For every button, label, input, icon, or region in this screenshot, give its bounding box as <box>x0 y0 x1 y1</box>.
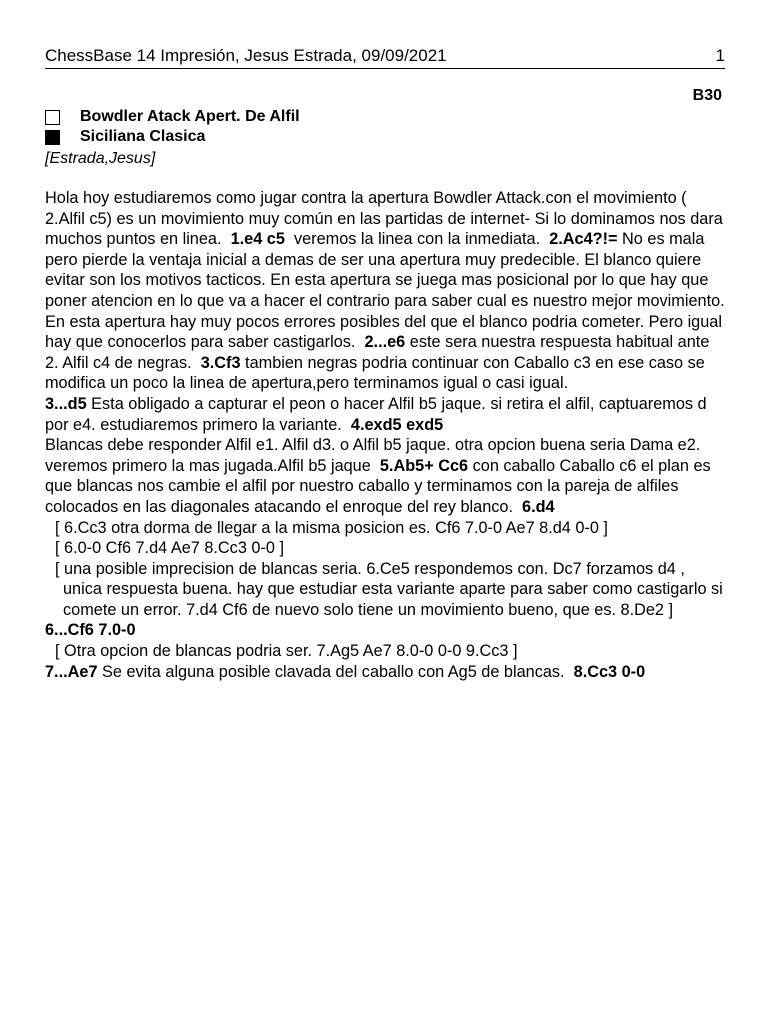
move: 6.d4 <box>522 497 555 516</box>
move-line <box>45 662 725 683</box>
move-line <box>45 620 725 641</box>
white-square-icon <box>45 110 60 125</box>
move: 3.Cf3 <box>200 353 241 372</box>
players-block <box>45 107 300 147</box>
black-player-name: Siciliana Clasica <box>80 128 206 145</box>
page-number: 1 <box>715 46 725 65</box>
comment: con caballo Caballo c6 el plan es que blancas nos cambie el alfil por nuestro caballo y terminamos con la pareja de alfiles colocados en las diagonales atacando el enroque del rey blanco. <box>45 456 711 516</box>
variation: [ Otra opcion de blancas podria ser. 7.Ag5 Ae7 8.0-0 0-0 9.Cc3 ] <box>55 642 518 661</box>
variation: [ una posible imprecision de blancas seria. 6.Ce5 respondemos con. Dc7 forzamos d4 , unica respuesta buena. hay que estudiar esta variante aparte para saber como castigarlo si comete un error. 7.d4 Cf6 de nuevo solo tiene un movimiento bueno, que es. 8.De2 ] <box>55 559 723 619</box>
comment: veremos la linea con la inmediata. <box>293 230 541 249</box>
black-square-icon <box>45 130 60 145</box>
move: 4.exd5 exd5 <box>350 415 444 434</box>
white-player-name: Bowdler Atack Apert. De Alfil <box>80 108 300 125</box>
main-paragraph <box>45 188 725 518</box>
intro-text: Hola hoy estudiaremos como jugar contra la apertura Bowdler Attack.con el movimiento ( 2.Alfil c5) es un movimiento muy común en las partidas de internet- Si lo dominamos nos dara muchos puntos en linea. <box>45 189 723 249</box>
comment: No es mala pero pierde la ventaja inicial a demas de ser una apertura muy predecible. El blanco quiere evitar son los motivos tacticos. En esta apertura se juega mas posicional por lo que hay que poner atencion en lo que va a hacer el contrario para saber cual es nuestro mejor movimiento. En esta apertura hay muy pocos errores posibles del que el blanco podria cometer. Pero igual hay que conocerlos para saber castigarlos. <box>45 230 725 352</box>
eco-code: B30 <box>692 87 722 104</box>
move: 2.Ac4?!= <box>549 230 618 249</box>
move: 5.Ab5+ Cc6 <box>379 456 469 475</box>
comment: Se evita alguna posible clavada del caballo con Ag5 de blancas. <box>102 662 565 681</box>
black-player-row <box>45 127 300 147</box>
move: 8.Cc3 0-0 <box>573 662 646 681</box>
variation: [ 6.Cc3 otra dorma de llegar a la misma posicion es. Cf6 7.0-0 Ae7 8.d4 0-0 ] <box>55 518 608 537</box>
comment: tambien negras podria continuar con Caballo c3 en ese caso se modifica un poco la linea de apertura,pero terminamos igual o casi igual. <box>45 353 705 393</box>
move: 3...d5 <box>45 394 87 413</box>
move: 6...Cf6 7.0-0 <box>45 621 136 640</box>
move: 1.e4 c5 <box>230 230 285 249</box>
header-title: ChessBase 14 Impresión, Jesus Estrada, 09/09/2021 <box>45 46 447 65</box>
comment: este sera nuestra respuesta habitual ante 2. Alfil c4 de negras. <box>45 333 710 372</box>
move: 2...e6 <box>364 333 406 352</box>
white-player-row <box>45 107 300 127</box>
comment: Blancas debe responder Alfil e1. Alfil d3. o Alfil b5 jaque. otra opcion buena seria Dama e2. veremos primero la mas jugada.Alfil b5 jaque <box>45 436 701 475</box>
page-header <box>45 44 725 69</box>
comment: Esta obligado a capturar el peon o hacer Alfil b5 jaque. si retira el alfil, captuaremos d por e4. estudiaremos primero la variante. <box>45 394 707 434</box>
annotator: [Estrada,Jesus] <box>45 150 156 167</box>
variation: [ 6.0-0 Cf6 7.d4 Ae7 8.Cc3 0-0 ] <box>55 539 284 558</box>
game-annotation <box>45 188 725 682</box>
move: 7...Ae7 <box>45 662 98 681</box>
